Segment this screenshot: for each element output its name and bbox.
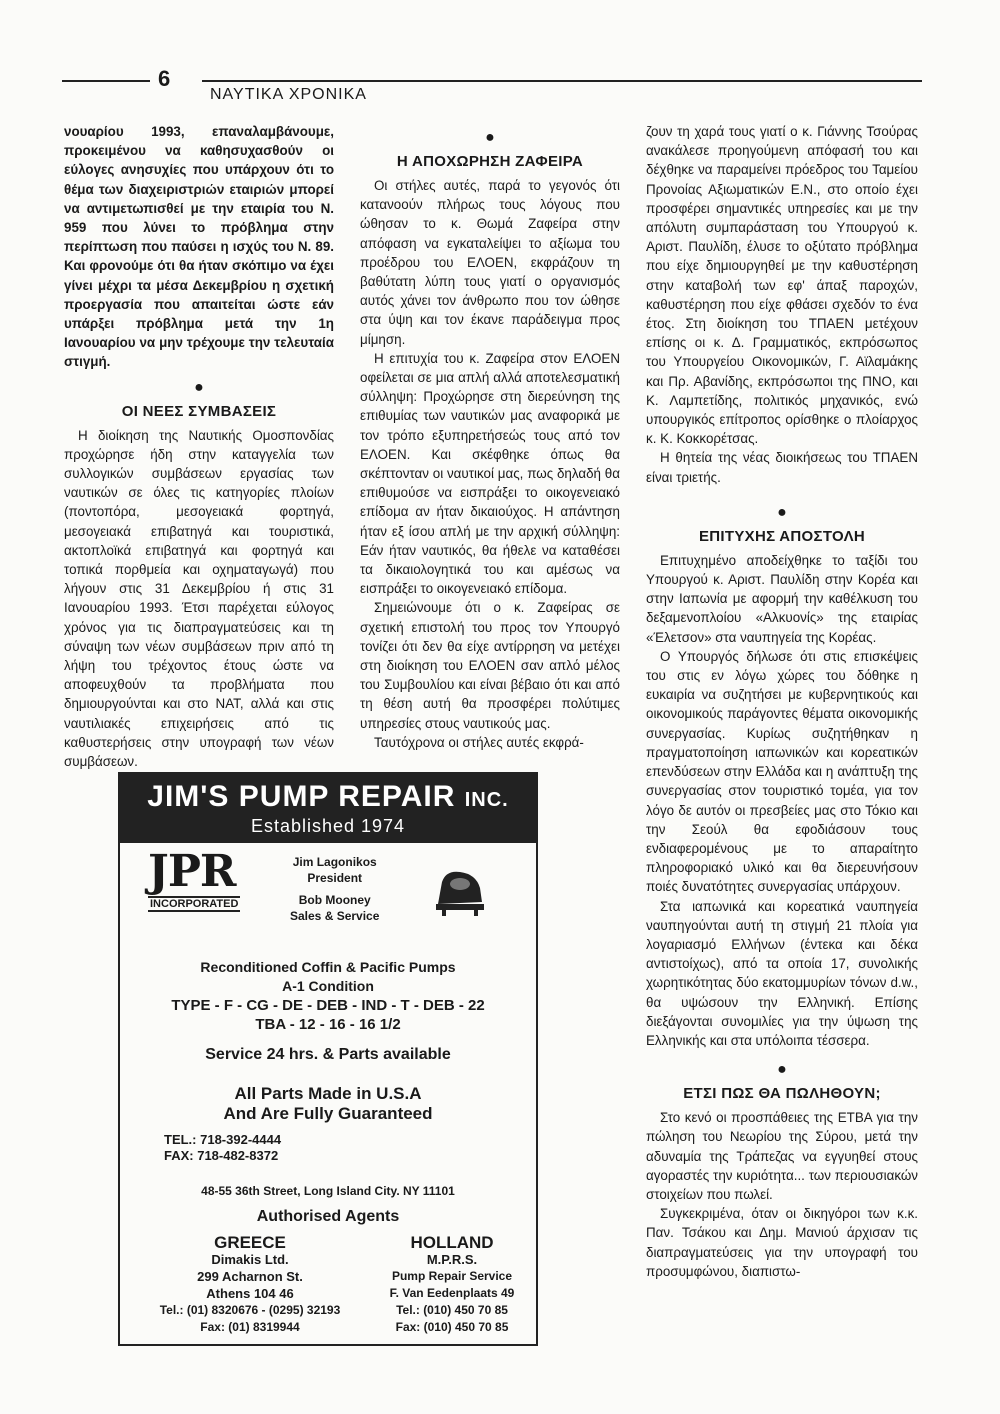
ad-agent-street: 299 Acharnon St. [197,1269,303,1284]
jpr-logo-sub: INCORPORATED [150,898,239,910]
ad-agents-heading: Authorised Agents [256,1208,400,1225]
section-bullet: ● [485,129,495,146]
ad-agent-fax: Fax: (010) 450 70 85 [395,1320,509,1334]
ad-person-role: President [307,871,363,885]
jpr-logo-text: JPR [148,846,236,897]
ad-product-line: A-1 Condition [282,978,374,994]
section-heading: ΕΤΣΙ ΠΩΣ ΘΑ ΠΩΛΗΘΟΥΝ; [683,1085,881,1103]
article-paragraph: Η θητεία της νέας διοικήσεως του ΤΠΑΕΝ είναι τριετής. [646,450,918,485]
ad-agent-name: Dimakis Ltd. [211,1252,289,1267]
ad-agent-service: Pump Repair Service [391,1269,513,1283]
ad-address: 48-55 36th Street, Long Island City. NY 11101 [201,1184,455,1198]
ad-company-suffix: INC. [464,789,509,811]
article-paragraph: Σημειώνουμε ότι ο κ. Ζαφείρας σε σχετική επιστολή του προς τον Υπουργό τονίζει ότι δεν θα είχε αντίρρηση να μετέχει στη διοίκηση του ΕΛΟΕΝ σαν απλό μέλος του Συμβουλίου και είναι βέβαιο ότι και από τη θέση αυτή θα προσφέρει πολύτιμες υπηρεσίες στους ναυτικούς μας. [360,600,620,731]
ad-type-list: TBA - 12 - 16 - 16 1/2 [255,1016,401,1033]
intro-paragraph: νουαρίου 1993, επαναλαμβάνουμε, προκειμένου να καθησυχασθούν οι εύλογες ανησυχίες που υπάρχουν ότι το θέμα των διαχειριστριών εταιριών μπορεί να αντιμετωπισθεί με την εταιρία του Ν. 959 που λύνει το πρόβλημα στην περίπτωση που παύσει η ισχύς του Ν. 89. Και φρονούμε ότι θα ήταν σκόπιμο να έχει γίνει μέχρι τα μέσα Δεκεμβρίου η σχετική προεργασία που απαιτείται ώστε εάν υπάρξει πρόβλημα μετά την 1η Ιανουαρίου να μην τρέχουμε την τελευταία στιγμή. [64,124,334,370]
pump-repair-advertisement [118,772,538,1346]
article-paragraph: Οι στήλες αυτές, παρά το γεγονός ότι κατανοούν πλήρως τους λόγους που ώθησαν το κ. Θωμά Ζαφείρα στην απόφαση να εγκαταλείψει το αξίωμα του προέδρου του ΕΛΟΕΝ, εκφράζουν τη βαθύτατη λύπη τους γιατί ο οργανισμός αυτός χάνει τον άνθρωπο που τον ώθησε στα ύψη και τον έκανε παράδειγμα προς μίμηση. [360,178,620,347]
ad-fax: FAX: 718-482-8372 [164,1148,279,1163]
jpr-logo [148,846,256,930]
article-paragraph: Στο κενό οι προσπάθειες της ΕΤΒΑ για την πώληση του Νεωρίου της Σύρου, μετά την αδυναμία της Τράπεζας να εγγυηθεί στους αγοραστές την κυριότητα... των περιουσιακών στοιχείων που πωλεί. [646,1110,918,1202]
article-paragraph: ζουν τη χαρά τους γιατί ο κ. Γιάννης Τσούρας ανακάλεσε προηγούμενη απόφασή του και δέχθηκε να παραμείνει πρόεδρος του Ταμείου Προνοίας Αξιωματικών Ε.Ν., στο οποίο έχει προσφέρει σημαντικές υπηρεσίες και με την απόλυτη συμπαράσταση του Υπουργού κ. Αριστ. Παυλίδη, έλυσε το οξύτατο πρόβλημα που είχε δημιουργηθεί με την καθυστέρηση στην καταβολή των εφ' άπαξ παροχών, καθυστέρηση που είχε φθάσει σχεδόν το ένα έτος. Στη διοίκηση του ΤΠΑΕΝ μετέχουν επίσης οι κ. Δ. Γραμματικός, εκπρόσωπος του Υπουργείου Οικονομικών, Γ. Αϊλαμάκης και Πρ. Αβανίδης, εκπρόσωποι της ΠΝΟ, και Κ. Λαμπετίδης, πολιτικός μηχανικός, ενώ υπουργικός επίτροπος ορίσθηκε ο πλοίαρχος κ. Κ. Κοκκορέτσας. [646,124,918,447]
ad-agent-holland [370,1234,534,1336]
ad-agent-greece [124,1234,376,1336]
ad-company-name: JIM'S PUMP REPAIR [147,780,456,813]
section-heading: Η ΑΠΟΧΩΡΗΣΗ ΖΑΦΕΙΡΑ [396,153,584,170]
column-1 [64,122,334,771]
ad-guarantee-line: And Are Fully Guaranteed [223,1104,433,1123]
ad-agent-tel: Tel.: (01) 8320676 - (0295) 32193 [159,1303,341,1317]
article-paragraph: Συγκεκριμένα, όταν οι δικηγόροι των κ.κ. Παν. Τσάκου και Δημ. Μανιού άρχισαν τις διαπραγματεύσεις για την υπογραφή του προσυμφώνου, διαπιστω- [646,1206,918,1279]
ad-banner [120,774,536,843]
ad-agent-name: M.P.R.S. [426,1252,478,1267]
section-bullet: ● [777,1061,787,1079]
ad-agent-street: F. Van Eedenplaats 49 [389,1286,515,1300]
ad-type-list: TYPE - F - CG - DE - DEB - IND - T - DEB - 22 [171,997,485,1014]
page-number: 6 [158,66,171,91]
column-3 [646,122,918,1281]
publication-title: ΝΑΥΤΙΚΑ ΧΡΟΝΙΚΑ [210,86,367,103]
ad-agent-country: GREECE [214,1233,286,1252]
ad-guarantee-line: All Parts Made in U.S.A [234,1084,422,1103]
column-2 [360,122,620,752]
ad-person-name: Bob Mooney [298,893,371,907]
article-paragraph: Ταυτόχρονα οι στήλες αυτές εκφρά- [374,734,584,750]
article-paragraph: Ο Υπουργός δήλωσε ότι στις επισκέψεις του στις εν λόγω χώρες του δόθηκε η ευκαιρία να συζητήσει με κυβερνητικούς και οικονομικούς παράγοντες θέματα οικονομικής συνεργασίας. Κυρίως συζητήθηκαν η πραγματοποίηση ιαπωνικών και κορεατικών επενδύσεων στην Ελλάδα και η ανάπτυξη της συνεργασίας στον τουριστικό τομέα, για τον λόγο δε αυτόν οι πρεσβείες μας στο Τόκιο και την Σεούλ θα εφοδιάσουν τους ενδιαφερομένους με το απαραίτητο πληροφοριακό υλικό και θα διερευνήσουν ποιές δυνατότητες συνεργασίας υπάρχουν. [646,648,918,895]
ad-agent-tel: Tel.: (010) 450 70 85 [396,1303,508,1317]
section-heading: ΟΙ ΝΕΕΣ ΣΥΜΒΑΣΕΙΣ [121,402,277,420]
ad-product-line: Reconditioned Coffin & Pacific Pumps [200,959,456,975]
ad-agent-country: HOLLAND [410,1233,494,1252]
article-paragraph: Η διοίκηση της Ναυτικής Ομοσπονδίας προχώρησε ήδη στην καταγγελία των συλλογικών συμβάσεων εργασίας των ναυτικών σε όλες τις κατηγορίες πλοίων (ποντοπόρα, μεσογειακά φορτηγά, μεσογειακά επιβατηγά και τουριστικά, ακτοπλοϊκά επιβατηγά και φορτηγά και τοπικά πορθμεία και οχηματαγωγά) που λήγουν στις 31 Δεκεμβρίου ή στις 31 Ιανουαρίου 1993. Έτσι παρέχεται εύλογος χρόνος για τις διαπραγματεύσεις και τη σύναψη των νέων συμβάσεων πριν από τη λήψη του τρέχοντος έτους ώστε να αποφευχθούν τα προβλήματα που δημιουργούνται και στο ΝΑΤ, αλλά και στις ναυτιλιακές επιχειρήσεις από τις καθυστερήσεις στην υπογραφή των νέων συμβάσεων. [64,427,334,770]
ad-service-line: Service 24 hrs. & Parts available [205,1046,451,1063]
ad-telephone: TEL.: 718-392-4444 [164,1132,282,1147]
article-paragraph: Επιτυχημένο αποδείχθηκε το ταξίδι του Υπουργού κ. Αριστ. Παυλίδη στην Κορέα και στην Ιαπωνία με αφορμή την καθέλκυση του δεξαμενοπλοίου «Αλκυονίς» της εταιρίας «Έλετσον» στα ναυπηγεία της Κορέας. [646,552,918,645]
section-bullet: ● [777,503,787,521]
ad-agent-city: Athens 104 46 [206,1286,294,1301]
pump-illustration-icon [432,864,488,916]
ad-contacts-people [290,854,379,924]
section-heading: ΕΠΙΤΥΧΗΣ ΑΠΟΣΤΟΛΗ [698,527,866,545]
ad-person-role: Sales & Service [290,909,380,923]
ad-established: Established 1974 [250,816,406,836]
article-paragraph: Στα ιαπωνικά και κορεατικά ναυπηγεία ναυπηγούνται αυτή τη στιγμή 21 πλοία για λογαριασμό Ελλήνων (έντεκα και δέκα αντιστοίχως), από τα οποία 17, συνολικής χωρητικότητας δύο εκατομμυρίων τόνων d.w., θα υψώσουν την Ελληνική. Επίσης διεξάγονται συνομιλίες για την ύψωση της Ελληνικής και στα υπόλοιπα τέσσερα. [646,898,918,1048]
ad-agent-fax: Fax: (01) 8319944 [200,1320,300,1334]
ad-person-name: Jim Lagonikos [292,855,377,869]
section-bullet: ● [194,378,204,396]
article-paragraph: Η επιτυχία του κ. Ζαφείρα στον ΕΛΟΕΝ οφείλεται σε μια απλή αλλά αποτελεσματική σύλληψη: Προχώρησε στη διερεύνηση της επιθυμίας των ναυτικών μας αναφορικά με τον τρόπο εξυπηρετήσεώς τους από τον ΕΛΟΕΝ. Και σκέφθηκε όπως θα σκέπτονταν οι ναυτικοί μας, πως δηλαδή θα επιθυμούσε να εισπράξει το οικογενειακό επίδομα αν ήταν δικαιούχος. Η απάντηση ήταν εξ ίσου απλή με την αρχική σύλληψη: Εάν ήταν ναυτικός, θα ήθελε να καταθέσει τα δικαιολογητικά του και αμέσως να εισπράξει το οικογενειακό επίδομα. [360,350,620,597]
